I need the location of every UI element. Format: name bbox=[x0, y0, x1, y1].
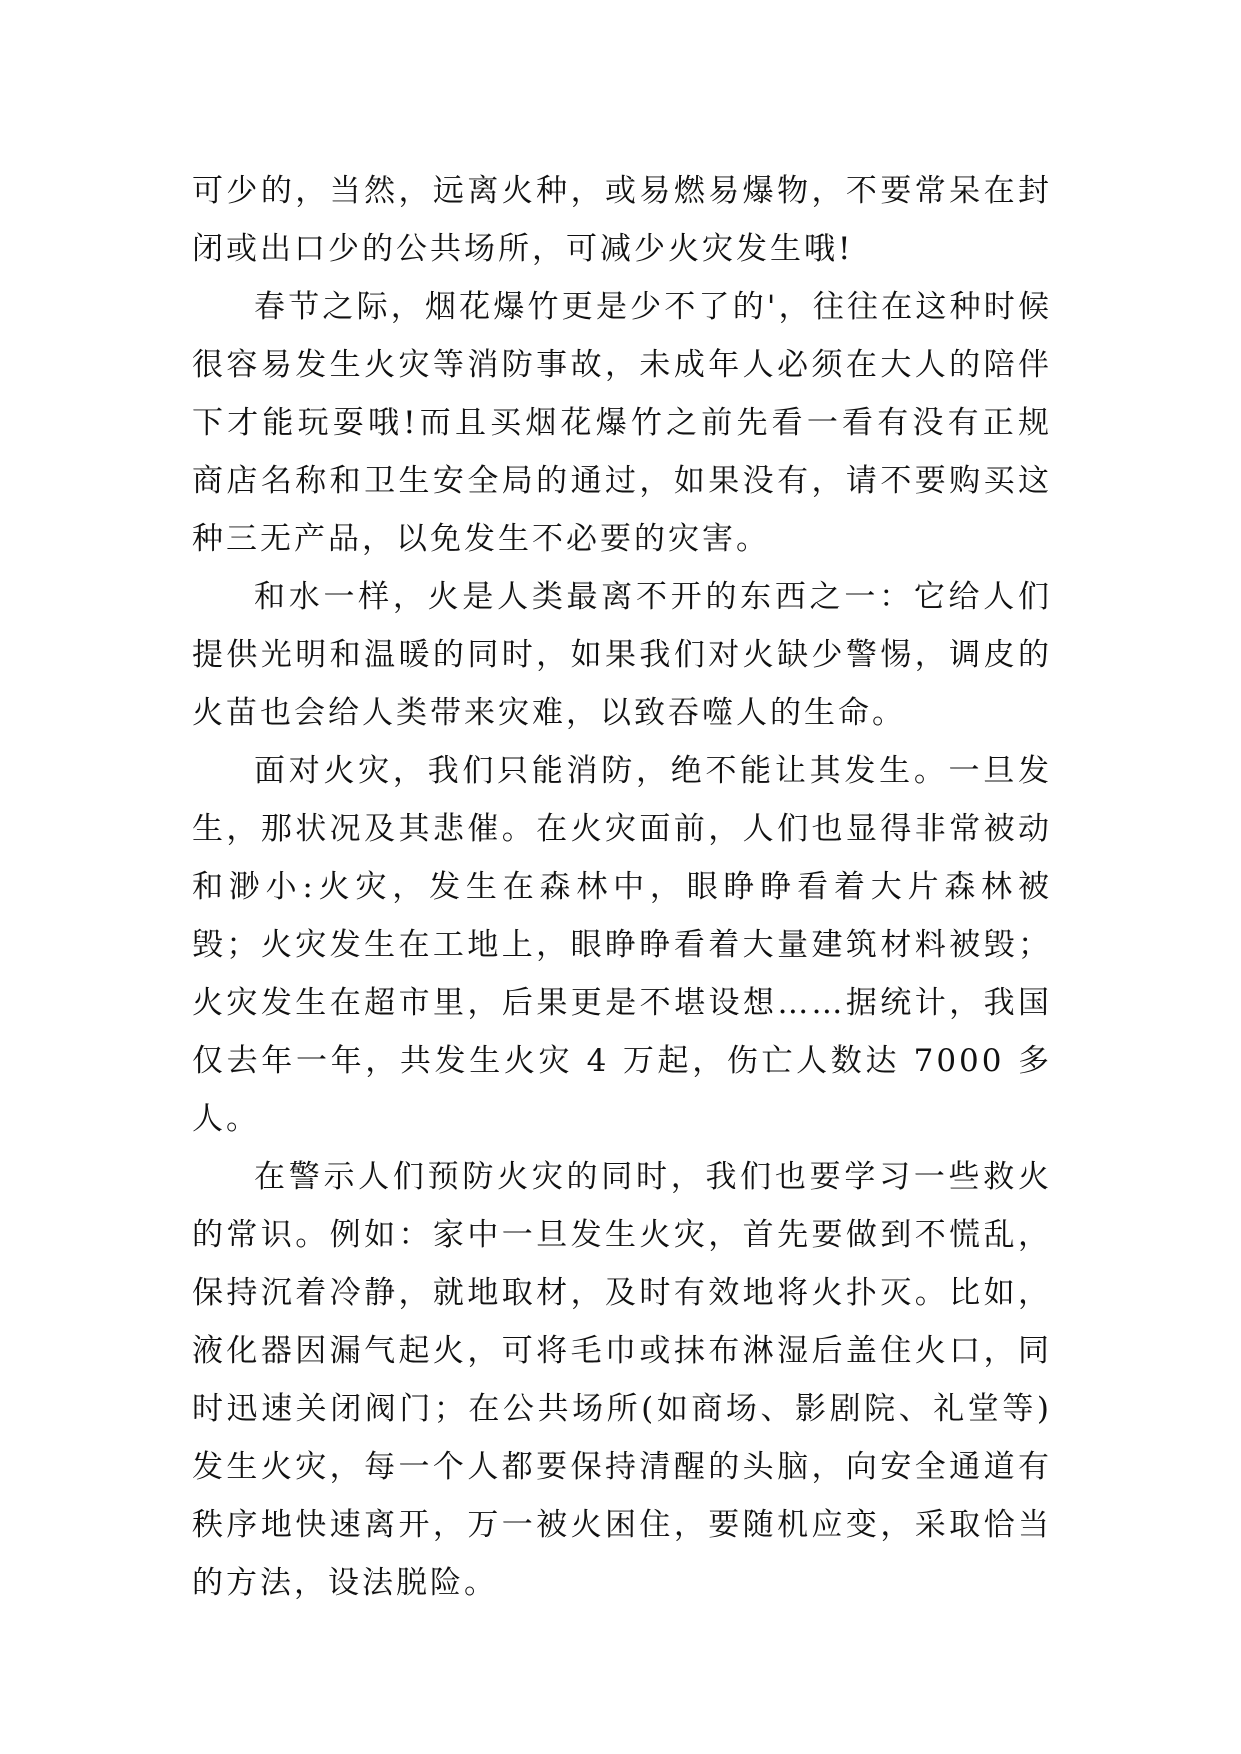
paragraph-fireworks: 春节之际，烟花爆竹更是少不了的'，往往在这种时候很容易发生火灾等消防事故，未成年人必须在大人的陪伴下才能玩耍哦!而且买烟花爆竹之前先看一看有没有正规商店名称和卫生安全局的通过，如果没有，请不要购买这种三无产品，以免发生不必要的灾害。 bbox=[192, 289, 1052, 557]
paragraph-fire-disasters: 面对火灾，我们只能消防，绝不能让其发生。一旦发生，那状况及其悲催。在火灾面前，人们也显得非常被动和渺小:火灾，发生在森林中，眼睁睁看着大片森林被毁；火灾发生在工地上，眼睁睁看着大量建筑材料被毁；火灾发生在超市里，后果更是不堪设想……据统计，我国仅去年一年，共发生火灾 4 万起，伤亡人数达 7000 多人。 bbox=[192, 753, 1052, 1137]
document-body bbox=[192, 162, 1052, 1612]
paragraph-continuation: 可少的，当然，远离火种，或易燃易爆物，不要常呆在封闭或出口少的公共场所，可减少火灾发生哦! bbox=[192, 173, 1052, 267]
paragraph-firefighting-tips: 在警示人们预防火灾的同时，我们也要学习一些救火的常识。例如：家中一旦发生火灾，首先要做到不慌乱，保持沉着冷静，就地取材，及时有效地将火扑灭。比如，液化器因漏气起火，可将毛巾或抹布淋湿后盖住火口，同时迅速关闭阀门；在公共场所(如商场、影剧院、礼堂等)发生火灾，每一个人都要保持清醒的头脑，向安全通道有秩序地快速离开，万一被火困住，要随机应变，采取恰当的方法，设法脱险。 bbox=[192, 1159, 1052, 1601]
paragraph-fire-and-water: 和水一样，火是人类最离不开的东西之一：它给人们提供光明和温暖的同时，如果我们对火缺少警惕，调皮的火苗也会给人类带来灾难，以致吞噬人的生命。 bbox=[192, 579, 1052, 731]
